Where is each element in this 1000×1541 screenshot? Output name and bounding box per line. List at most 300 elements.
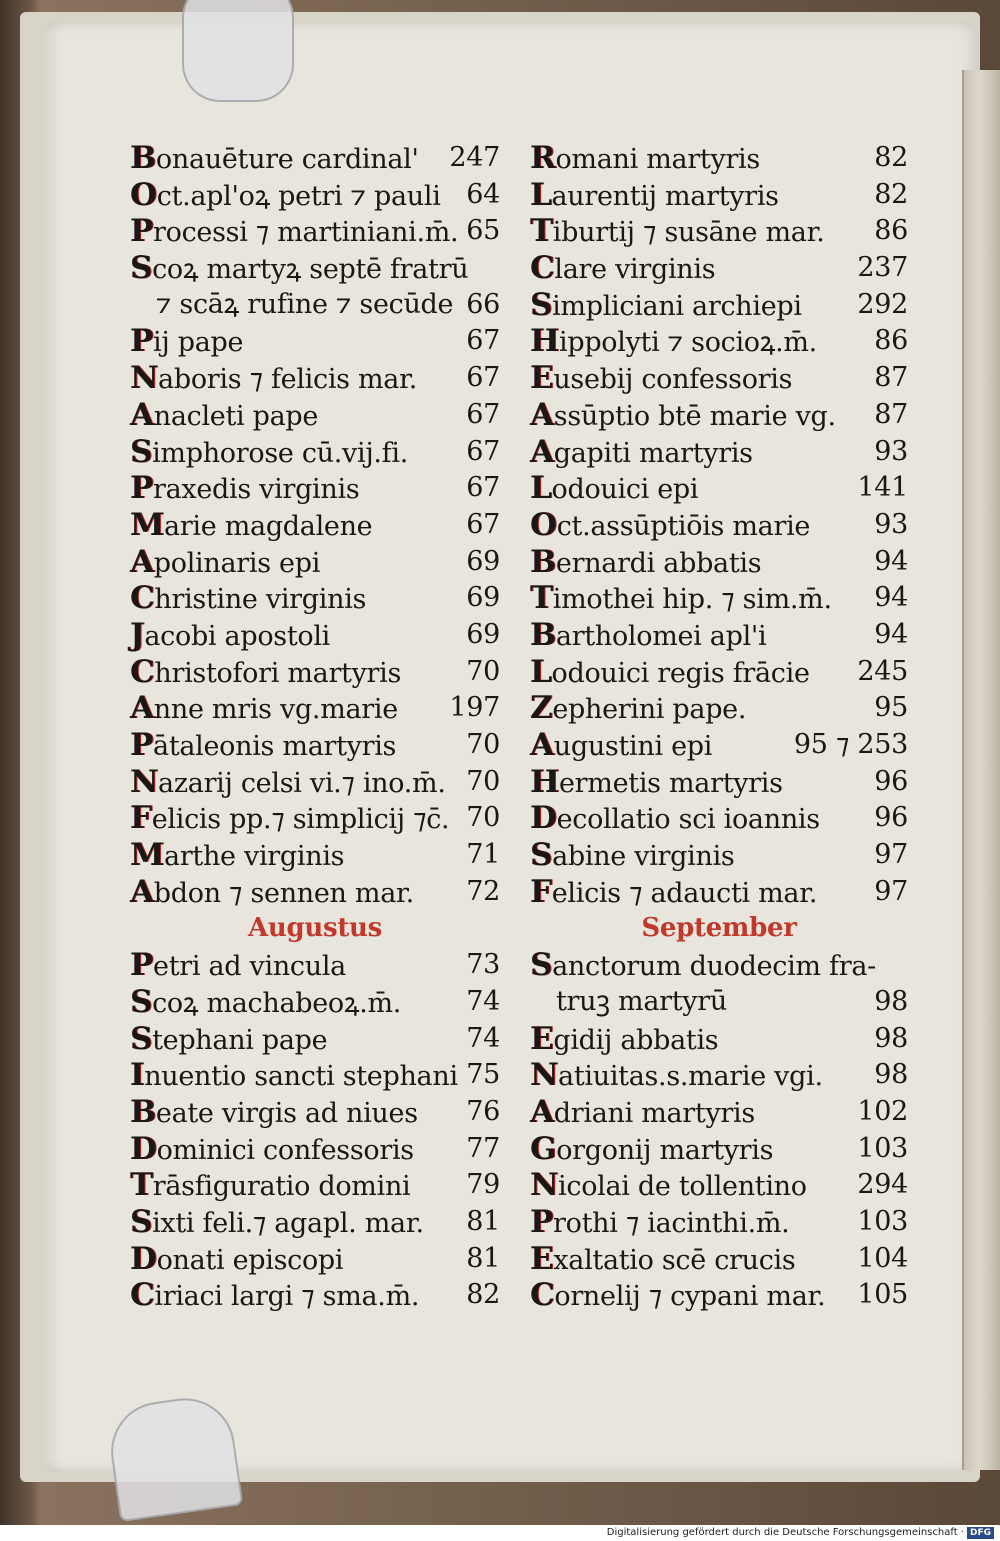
calendar-entry xyxy=(530,1057,908,1094)
entry-folio-number: 70 xyxy=(466,655,500,687)
entry-text xyxy=(130,1167,410,1206)
rubricated-initial: S xyxy=(130,983,153,1020)
calendar-entry xyxy=(130,323,500,360)
entry-text xyxy=(530,764,783,803)
entry-text xyxy=(130,323,243,362)
entry-folio-number: 197 xyxy=(449,692,500,724)
calendar-entry xyxy=(130,360,500,397)
entry-folio-number: 70 xyxy=(466,729,500,760)
rubricated-initial: A xyxy=(530,1093,554,1130)
entry-text xyxy=(530,1057,823,1096)
rubricated-initial: D xyxy=(130,1130,157,1167)
rubricated-initial: L xyxy=(530,176,552,213)
entry-name: ippolyti ⁊ socioꝝ.m̄. xyxy=(559,327,817,359)
entry-folio-number: 93 xyxy=(874,435,908,467)
calendar-entry xyxy=(130,140,500,177)
entry-folio-number: 65 xyxy=(466,215,500,247)
rubricated-initial: S xyxy=(130,250,153,287)
rubricated-initial: G xyxy=(530,1130,557,1167)
left-column xyxy=(130,140,500,1314)
footer-text: Digitalisierung gefördert durch die Deutsche Forschungsgemeinschaft xyxy=(606,1527,958,1538)
rubricated-initial: S xyxy=(530,837,553,874)
entry-folio-number: 67 xyxy=(466,325,500,357)
entry-name: ugustini epi xyxy=(553,731,713,762)
entry-folio-number: 74 xyxy=(466,1022,500,1054)
entry-name: ⁊ scāꝝ rufine ⁊ secūde xyxy=(156,288,454,320)
entry-folio-number: 247 xyxy=(449,142,500,173)
entry-folio-number: 104 xyxy=(857,1242,908,1274)
entry-name: driani martyris xyxy=(553,1097,755,1129)
calendar-entry xyxy=(130,1167,500,1204)
rubricated-initial: B xyxy=(530,543,556,580)
calendar-entry xyxy=(530,1131,908,1168)
calendar-entry xyxy=(130,213,500,250)
calendar-entry xyxy=(530,1204,908,1241)
entry-folio-number: 103 xyxy=(857,1132,908,1164)
calendar-entry xyxy=(130,1241,500,1278)
entry-text xyxy=(530,250,715,289)
entry-name: arie magdalene xyxy=(164,510,373,542)
entry-name: nne mris vg.marie xyxy=(153,694,398,726)
entry-folio-number: 74 xyxy=(466,985,500,1017)
entry-name: iburtij ⁊ susāne mar. xyxy=(552,217,825,249)
entry-name: ixti feli.⁊ agapl. mar. xyxy=(152,1207,424,1239)
calendar-entry xyxy=(530,1021,908,1058)
entry-text xyxy=(130,250,468,289)
entry-name: gidij abbatis xyxy=(553,1024,719,1056)
entry-name: ij pape xyxy=(153,327,244,359)
entry-text xyxy=(530,1167,807,1206)
entry-name: ātaleonis martyris xyxy=(153,731,397,762)
entry-name: nacleti pape xyxy=(153,400,319,432)
entry-text xyxy=(130,213,458,252)
rubricated-initial: A xyxy=(130,396,154,433)
calendar-entry xyxy=(530,874,908,911)
calendar-entry xyxy=(530,177,908,214)
rubricated-initial: H xyxy=(530,323,559,360)
rubricated-initial: A xyxy=(530,433,554,470)
entry-name: arthe virginis xyxy=(164,841,345,873)
page-clip-top xyxy=(182,0,294,102)
calendar-entry xyxy=(130,837,500,874)
entry-folio-number: 71 xyxy=(466,839,500,871)
entry-text xyxy=(530,617,766,656)
entry-text xyxy=(530,360,792,399)
entry-text xyxy=(130,1241,343,1280)
entry-text xyxy=(130,434,408,473)
entry-name: truꝫ martyrū xyxy=(556,985,727,1017)
entry-name: odouici epi xyxy=(551,474,699,506)
entry-folio-number: 66 xyxy=(466,288,500,320)
calendar-entry xyxy=(530,140,908,177)
entry-name: eate virgis ad niues xyxy=(155,1097,418,1129)
entry-text xyxy=(130,764,446,803)
rubricated-initial: C xyxy=(530,1277,555,1314)
entry-text xyxy=(530,177,779,216)
entry-name: tephani pape xyxy=(152,1024,328,1056)
entry-text xyxy=(530,213,825,252)
calendar-entry xyxy=(130,177,500,214)
entry-text xyxy=(130,544,320,583)
rubricated-initial: N xyxy=(530,1167,559,1204)
entry-name: usebij confessoris xyxy=(553,364,793,396)
entry-text xyxy=(130,690,398,729)
entry-text xyxy=(130,1094,418,1133)
calendar-entry xyxy=(530,397,908,434)
entry-text xyxy=(130,947,346,986)
entry-text xyxy=(130,874,414,913)
calendar-entry xyxy=(130,580,500,617)
rubricated-initial: F xyxy=(130,800,152,837)
entry-folio-number: 67 xyxy=(466,435,500,467)
calendar-entry xyxy=(130,1277,500,1314)
calendar-entry xyxy=(130,947,500,984)
rubricated-initial: B xyxy=(130,1093,156,1130)
rubricated-initial: L xyxy=(530,653,552,690)
rubricated-initial: E xyxy=(530,360,554,397)
entry-text xyxy=(530,323,817,362)
calendar-entry xyxy=(130,800,500,837)
rubricated-initial: A xyxy=(130,690,154,727)
entry-folio-number: 94 xyxy=(874,545,908,577)
entry-text xyxy=(530,947,876,986)
calendar-entry xyxy=(530,947,908,984)
calendar-entry xyxy=(530,764,908,801)
entry-name: rocessi ⁊ martiniani.m̄. xyxy=(153,217,459,249)
entry-folio-number: 94 xyxy=(874,582,908,614)
entry-folio-number: 79 xyxy=(466,1169,500,1201)
rubricated-initial: D xyxy=(530,800,557,837)
entry-folio-number: 82 xyxy=(874,178,908,210)
entry-text xyxy=(530,1094,755,1133)
entry-text xyxy=(130,140,419,179)
entry-folio-number: 70 xyxy=(466,802,500,834)
calendar-entry xyxy=(530,323,908,360)
entry-name: imphorose cū.vij.fi. xyxy=(152,437,408,469)
entry-text xyxy=(530,1204,789,1243)
rubricated-initial: S xyxy=(130,433,153,470)
entry-name: ornelij ⁊ cypani mar. xyxy=(554,1281,826,1313)
rubricated-initial: P xyxy=(130,470,154,507)
entry-folio-number: 103 xyxy=(857,1205,908,1237)
entry-name: etri ad vincula xyxy=(153,951,346,983)
rubricated-initial: A xyxy=(530,396,554,433)
entry-text xyxy=(530,287,802,326)
entry-text xyxy=(530,580,832,619)
entry-text xyxy=(530,1241,795,1280)
entry-name: ermetis martyris xyxy=(559,767,783,799)
entry-folio-number: 98 xyxy=(874,1059,908,1091)
entry-text xyxy=(130,580,366,619)
entry-text xyxy=(530,874,817,913)
entry-folio-number: 69 xyxy=(466,545,500,577)
rubricated-initial: J xyxy=(130,616,145,653)
rubricated-initial: C xyxy=(130,580,155,617)
entry-folio-number: 76 xyxy=(466,1095,500,1127)
calendar-entry xyxy=(530,213,908,250)
entry-name: ssūptio btē marie vg. xyxy=(553,400,836,432)
entry-folio-number: 97 xyxy=(874,839,908,871)
rubricated-initial: C xyxy=(130,1277,155,1314)
entry-text xyxy=(556,984,727,1021)
entry-folio-number: 64 xyxy=(466,178,500,210)
entry-name: rothi ⁊ iacinthi.m̄. xyxy=(553,1207,790,1239)
rubricated-initial: F xyxy=(530,873,552,910)
entry-folio-number: 87 xyxy=(874,398,908,430)
calendar-entry xyxy=(130,287,500,324)
entry-folio-number: 82 xyxy=(874,142,908,173)
entry-name: abine virginis xyxy=(552,841,735,873)
entry-folio-number: 87 xyxy=(874,362,908,394)
rubricated-initial: S xyxy=(130,1020,153,1057)
entry-text xyxy=(530,397,836,436)
entry-text xyxy=(530,1277,825,1316)
entry-folio-number: 93 xyxy=(874,508,908,540)
rubricated-initial: P xyxy=(130,947,154,984)
entry-folio-number: 77 xyxy=(466,1132,500,1164)
entry-name: ominici confessoris xyxy=(156,1134,414,1166)
rubricated-initial: E xyxy=(530,1240,554,1277)
calendar-entry xyxy=(130,1094,500,1131)
calendar-entry xyxy=(130,654,500,691)
entry-folio-number: 67 xyxy=(466,398,500,430)
entry-name: omani martyris xyxy=(555,144,760,175)
rubricated-initial: R xyxy=(530,140,556,176)
rubricated-initial: M xyxy=(130,506,165,543)
calendar-entry xyxy=(530,434,908,471)
entry-name: acobi apostoli xyxy=(144,620,331,652)
rubricated-initial: A xyxy=(130,873,154,910)
entry-folio-number: 237 xyxy=(857,252,908,284)
entry-text xyxy=(530,654,810,693)
entry-text xyxy=(130,617,330,656)
entry-name: iriaci largi ⁊ sma.m̄. xyxy=(154,1281,420,1313)
entry-name: elicis ⁊ adaucti mar. xyxy=(551,877,818,909)
calendar-entry xyxy=(530,984,908,1021)
entry-folio-number: 81 xyxy=(466,1205,500,1237)
calendar-entry xyxy=(130,507,500,544)
entry-folio-number: 95 xyxy=(874,692,908,724)
entry-name: coꝝ machabeoꝝ.m̄. xyxy=(152,987,402,1019)
entry-folio-number: 75 xyxy=(466,1059,500,1091)
entry-folio-number: 69 xyxy=(466,618,500,650)
rubricated-initial: S xyxy=(530,286,553,323)
calendar-entry xyxy=(530,287,908,324)
entry-text xyxy=(130,727,396,766)
entry-folio-number: 94 xyxy=(874,618,908,650)
entry-name: gapiti martyris xyxy=(553,437,753,469)
entry-folio-number: 67 xyxy=(466,508,500,540)
month-heading xyxy=(530,910,908,947)
calendar-entry xyxy=(130,434,500,471)
entry-name: elicis pp.⁊ simplicij ⁊c̄. xyxy=(151,804,450,836)
entry-name: azarij celsi vi.⁊ ino.m̄. xyxy=(158,767,446,799)
rubricated-initial: P xyxy=(130,727,154,763)
calendar-entry xyxy=(130,727,500,764)
calendar-entry xyxy=(530,1277,908,1314)
entry-folio-number: 96 xyxy=(874,802,908,834)
entry-folio-number: 82 xyxy=(466,1279,500,1311)
footer-credit: Digitalisierung gefördert durch die Deutsche Forschungsgemeinschaft · DFG xyxy=(0,1525,1000,1541)
entry-text xyxy=(130,470,359,509)
entry-name: imothei hip. ⁊ sim.m̄. xyxy=(552,584,832,616)
entry-text xyxy=(530,470,698,509)
entry-text xyxy=(130,984,401,1023)
entry-text xyxy=(530,140,760,179)
rubricated-initial: B xyxy=(530,616,556,653)
rubricated-initial: A xyxy=(130,543,154,580)
entry-name: ernardi abbatis xyxy=(555,547,762,579)
calendar-entry xyxy=(130,470,500,507)
rubricated-initial: O xyxy=(530,506,557,543)
entry-folio-number: 95 ⁊ 253 xyxy=(793,729,908,760)
entry-folio-number: 86 xyxy=(874,215,908,247)
entry-name: epherini pape. xyxy=(552,694,747,726)
calendar-entry xyxy=(130,764,500,801)
rubricated-initial: A xyxy=(530,727,554,763)
rubricated-initial: S xyxy=(130,1203,153,1240)
entry-text xyxy=(130,1204,424,1243)
entry-text xyxy=(530,1131,773,1170)
entry-folio-number: 69 xyxy=(466,582,500,614)
calendar-entry xyxy=(530,654,908,691)
entry-name: hristine virginis xyxy=(154,584,367,616)
entry-folio-number: 81 xyxy=(466,1242,500,1274)
entry-name: polinaris epi xyxy=(153,547,321,579)
entry-name: odouici regis frācie xyxy=(551,657,810,689)
calendar-entry xyxy=(530,507,908,544)
entry-name: aurentij martyris xyxy=(551,180,779,212)
rubricated-initial: Z xyxy=(530,690,553,727)
rubricated-initial: T xyxy=(530,213,553,250)
calendar-entry xyxy=(530,800,908,837)
entry-folio-number: 96 xyxy=(874,765,908,797)
rubricated-initial: C xyxy=(130,653,155,690)
entry-folio-number: 98 xyxy=(874,985,908,1017)
calendar-entry xyxy=(530,837,908,874)
entry-name: artholomei apl'i xyxy=(555,620,767,652)
entry-text xyxy=(130,800,449,839)
entry-text xyxy=(530,434,753,473)
calendar-entry xyxy=(530,1241,908,1278)
entry-text xyxy=(130,360,417,399)
entry-folio-number: 105 xyxy=(857,1279,908,1311)
entry-text xyxy=(530,544,761,583)
entry-text xyxy=(130,507,372,546)
rubricated-initial: L xyxy=(530,470,552,507)
entry-folio-number: 141 xyxy=(857,472,908,504)
entry-text xyxy=(130,654,401,693)
entry-name: bdon ⁊ sennen mar. xyxy=(153,877,414,909)
entry-name: raxedis virginis xyxy=(153,474,360,506)
entry-name: onati episcopi xyxy=(156,1244,344,1276)
entry-name: impliciani archiepi xyxy=(552,290,802,322)
entry-name: aboris ⁊ felicis mar. xyxy=(158,364,418,396)
entry-text xyxy=(530,690,746,729)
entry-name: nuentio sancti stephani xyxy=(144,1061,458,1093)
calendar-entry xyxy=(530,690,908,727)
calendar-entry xyxy=(130,1057,500,1094)
entry-name: atiuitas.s.marie vgi. xyxy=(558,1061,823,1093)
rubricated-initial: M xyxy=(130,837,165,874)
entry-text xyxy=(130,1131,414,1170)
calendar-entry xyxy=(130,984,500,1021)
month-heading-text: September xyxy=(641,913,797,944)
entry-folio-number: 98 xyxy=(874,1022,908,1054)
entry-name: ct.apl'oꝝ petri ⁊ pauli xyxy=(156,180,441,212)
right-column xyxy=(530,140,908,1314)
rubricated-initial: P xyxy=(530,1203,554,1240)
entry-folio-number: 72 xyxy=(466,875,500,907)
rubricated-initial: P xyxy=(130,213,154,250)
entry-name: icolai de tollentino xyxy=(558,1171,807,1203)
entry-text xyxy=(530,507,810,546)
entry-name: rāsfiguratio domini xyxy=(152,1171,411,1203)
entry-folio-number: 292 xyxy=(857,288,908,320)
calendar-entry xyxy=(530,1094,908,1131)
dfg-logo: DFG xyxy=(967,1527,994,1539)
calendar-entry xyxy=(130,690,500,727)
entry-name: coꝝ martyꝝ septē fratrū xyxy=(152,254,469,286)
entry-text xyxy=(130,1057,458,1096)
rubricated-initial: I xyxy=(130,1057,145,1094)
entry-folio-number: 102 xyxy=(857,1095,908,1127)
entry-text xyxy=(530,800,820,839)
calendar-entry xyxy=(130,544,500,581)
entry-name: ct.assūptiōis marie xyxy=(556,510,811,542)
rubricated-initial: N xyxy=(130,360,159,397)
entry-text xyxy=(130,837,344,876)
entry-text xyxy=(156,287,453,324)
rubricated-initial: S xyxy=(530,947,553,984)
entry-folio-number: 86 xyxy=(874,325,908,357)
rubricated-initial: C xyxy=(530,250,555,287)
rubricated-initial: N xyxy=(130,763,159,800)
calendar-entry xyxy=(130,874,500,911)
entry-folio-number: 97 xyxy=(874,875,908,907)
rubricated-initial: H xyxy=(530,763,559,800)
rubricated-initial: E xyxy=(530,1020,554,1057)
calendar-entry xyxy=(530,617,908,654)
calendar-entry xyxy=(530,360,908,397)
entry-name: ecollatio sci ioannis xyxy=(556,804,820,836)
calendar-entry xyxy=(130,1204,500,1241)
entry-name: lare virginis xyxy=(554,254,716,286)
entry-folio-number: 245 xyxy=(857,655,908,687)
calendar-entry xyxy=(130,250,500,287)
entry-text xyxy=(530,1021,718,1060)
calendar-entry xyxy=(530,470,908,507)
calendar-entry xyxy=(530,1167,908,1204)
calendar-entry xyxy=(130,1021,500,1058)
entry-text xyxy=(130,397,318,436)
entry-name: hristofori martyris xyxy=(154,657,402,689)
entry-text xyxy=(530,727,712,766)
rubricated-initial: D xyxy=(130,1240,157,1277)
entry-text xyxy=(130,1277,419,1316)
rubricated-initial: O xyxy=(130,176,157,213)
month-heading-text: Augustus xyxy=(248,913,382,944)
entry-text xyxy=(530,837,734,876)
calendar-entry xyxy=(530,544,908,581)
calendar-entry xyxy=(530,580,908,617)
entry-name: anctorum duodecim fra- xyxy=(552,951,876,983)
rubricated-initial: P xyxy=(130,323,154,360)
calendar-entry xyxy=(130,397,500,434)
rubricated-initial: B xyxy=(130,140,156,176)
calendar-entry xyxy=(130,1131,500,1168)
calendar-entry xyxy=(530,727,908,764)
